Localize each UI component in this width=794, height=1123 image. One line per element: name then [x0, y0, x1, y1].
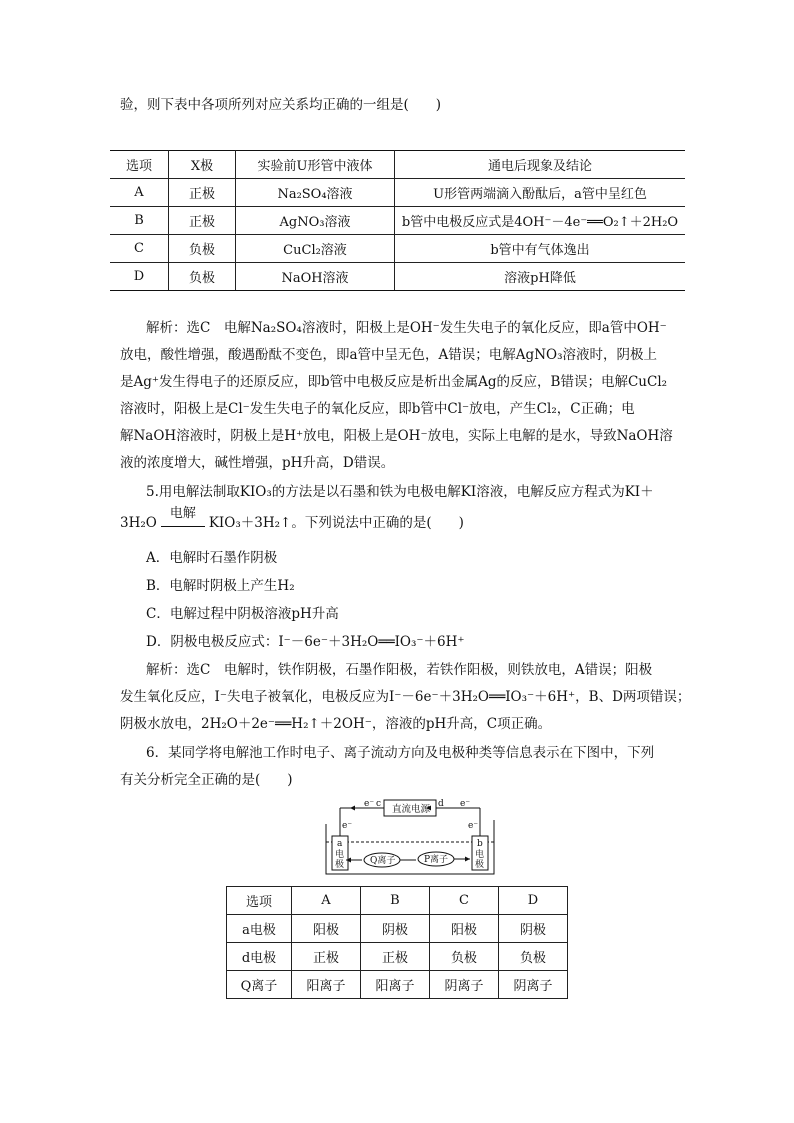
analysis-line: 阴极水放电，2H₂O＋2e⁻══H₂↑＋2OH⁻，溶液的pH升高，C项正确。 [120, 716, 552, 732]
header-cell: 选项 [110, 151, 169, 179]
table-row [227, 971, 568, 999]
electrode-a-char2: 极 [335, 860, 345, 870]
electron-label-top-left: e⁻ [364, 799, 375, 809]
equation-left: 3H₂O [120, 515, 157, 531]
electrode-b-char2: 极 [475, 860, 485, 870]
table-header-row [110, 151, 685, 179]
header-cell: X极 [169, 151, 236, 179]
analysis-line: 是Ag⁺发生得电子的还原反应，即b管中电极反应是析出金属Ag的反应，B错误；电解CuCl₂ [120, 374, 668, 390]
table-cell: 正极 [169, 207, 236, 235]
options-table-q4 [110, 150, 685, 291]
table-row [227, 887, 568, 915]
table-row [110, 263, 685, 291]
analysis-line: 发生氧化反应，I⁻失电子被氧化，电极反应为I⁻－6e⁻＋3H₂O══IO₃⁻＋6H⁺，B、D两项错误； [120, 689, 691, 705]
option-d: D．阴极电极反应式：I⁻－6e⁻＋3H₂O══IO₃⁻＋6H⁺ [146, 634, 465, 650]
table-cell: 负极 [498, 943, 567, 971]
table-row [110, 235, 685, 263]
table-cell: A [110, 179, 169, 207]
electrolysis-diagram [320, 796, 500, 880]
analysis-line: 溶液时，阳极上是Cl⁻发生失电子的氧化反应，即b管中Cl⁻放电，产生Cl₂，C正确；电 [120, 401, 635, 417]
table-cell: D [110, 263, 169, 291]
analysis-line: 液的浓度增大，碱性增强，pH升高，D错误。 [120, 455, 395, 471]
table-cell: 正极 [360, 943, 429, 971]
table-row [227, 943, 568, 971]
question-5-equation [120, 506, 464, 533]
question-6-stem: 6．某同学将电解池工作时电子、离子流动方向及电极种类等信息表示在下图中，下列 [146, 745, 655, 761]
table-cell: B [110, 207, 169, 235]
q-ion-label: Q离子 [370, 856, 396, 866]
table-cell: D [498, 887, 567, 915]
option-c: C．电解过程中阴极溶液pH升高 [146, 606, 339, 622]
electron-label-top-right: e⁻ [460, 799, 471, 809]
table-cell: Q离子 [227, 971, 292, 999]
table-cell: 负极 [429, 943, 498, 971]
table-cell: 阳极 [291, 915, 360, 943]
option-a: A．电解时石墨作阴极 [146, 550, 278, 566]
header-cell: 通电后现象及结论 [395, 151, 686, 179]
analysis-line: 放电，酸性增强，酸遇酚酞不变色，即a管中呈无色，A错误；电解AgNO₃溶液时，阴极上 [120, 347, 657, 363]
electrode-a-label: a [337, 839, 343, 849]
table-cell: 正极 [169, 179, 236, 207]
table-cell: B [360, 887, 429, 915]
analysis-line: 解NaOH溶液时，阴极上是H⁺放电，阳极上是OH⁻放电，实际上电解的是水，导致NaOH溶 [120, 428, 673, 444]
table-cell: a电极 [227, 915, 292, 943]
question-6-stem: 有关分析完全正确的是( ) [120, 772, 293, 788]
table-cell: 选项 [227, 887, 292, 915]
electrode-d-label: d [438, 799, 444, 809]
table-cell: Na₂SO₄溶液 [236, 179, 395, 207]
table-cell: 阴极 [360, 915, 429, 943]
power-source-label: 直流电源 [392, 804, 431, 815]
table-cell: 阴离子 [429, 971, 498, 999]
table-cell: 负极 [169, 235, 236, 263]
table-cell: A [291, 887, 360, 915]
table-row [227, 915, 568, 943]
analysis-line: 解析：选C 电解时，铁作阴极，石墨作阳极，若铁作阳极，则铁放电，A错误；阳极 [146, 662, 653, 678]
table-cell: b管中有气体逸出 [395, 235, 686, 263]
equation-right: KIO₃＋3H₂↑。下列说法中正确的是( ) [208, 515, 464, 531]
electrode-a-char1: 电 [335, 850, 345, 860]
electrode-b-label: b [477, 839, 483, 849]
table-cell: U形管两端滴入酚酞后，a管中呈红色 [395, 179, 686, 207]
electrode-b-char1: 电 [475, 850, 485, 860]
table-cell: AgNO₃溶液 [236, 207, 395, 235]
table-cell: C [110, 235, 169, 263]
table-row [110, 179, 685, 207]
electrode-c-label: c [376, 799, 382, 809]
table-row [110, 207, 685, 235]
table-cell: C [429, 887, 498, 915]
table-cell: 阳离子 [360, 971, 429, 999]
table-cell: NaOH溶液 [236, 263, 395, 291]
table-cell: CuCl₂溶液 [236, 235, 395, 263]
table-cell: b管中电极反应式是4OH⁻－4e⁻══O₂↑＋2H₂O [395, 207, 686, 235]
electron-label-right: e⁻ [468, 821, 479, 831]
options-table-q6 [226, 886, 568, 999]
electron-label-left: e⁻ [342, 821, 353, 831]
p-ion-label: P离子 [424, 855, 449, 865]
option-b: B．电解时阴极上产生H₂ [146, 578, 295, 594]
table-cell: 阴极 [498, 915, 567, 943]
analysis-line: 解析：选C 电解Na₂SO₄溶液时，阳极上是OH⁻发生失电子的氧化反应，即a管中OH⁻ [146, 320, 667, 336]
question-intro: 验，则下表中各项所列对应关系均正确的一组是( ) [120, 97, 442, 113]
question-5-stem: 5.用电解法制取KIO₃的方法是以石墨和铁为电极电解KI溶液，电解反应方程式为KI＋ [146, 484, 654, 500]
table-cell: 阴离子 [498, 971, 567, 999]
header-cell: 实验前U形管中液体 [236, 151, 395, 179]
table-cell: 阳离子 [291, 971, 360, 999]
table-cell: 溶液pH降低 [395, 263, 686, 291]
table-cell: 阳极 [429, 915, 498, 943]
table-cell: d电极 [227, 943, 292, 971]
table-cell: 负极 [169, 263, 236, 291]
electrolysis-condition: 电解 [161, 517, 205, 527]
table-cell: 正极 [291, 943, 360, 971]
